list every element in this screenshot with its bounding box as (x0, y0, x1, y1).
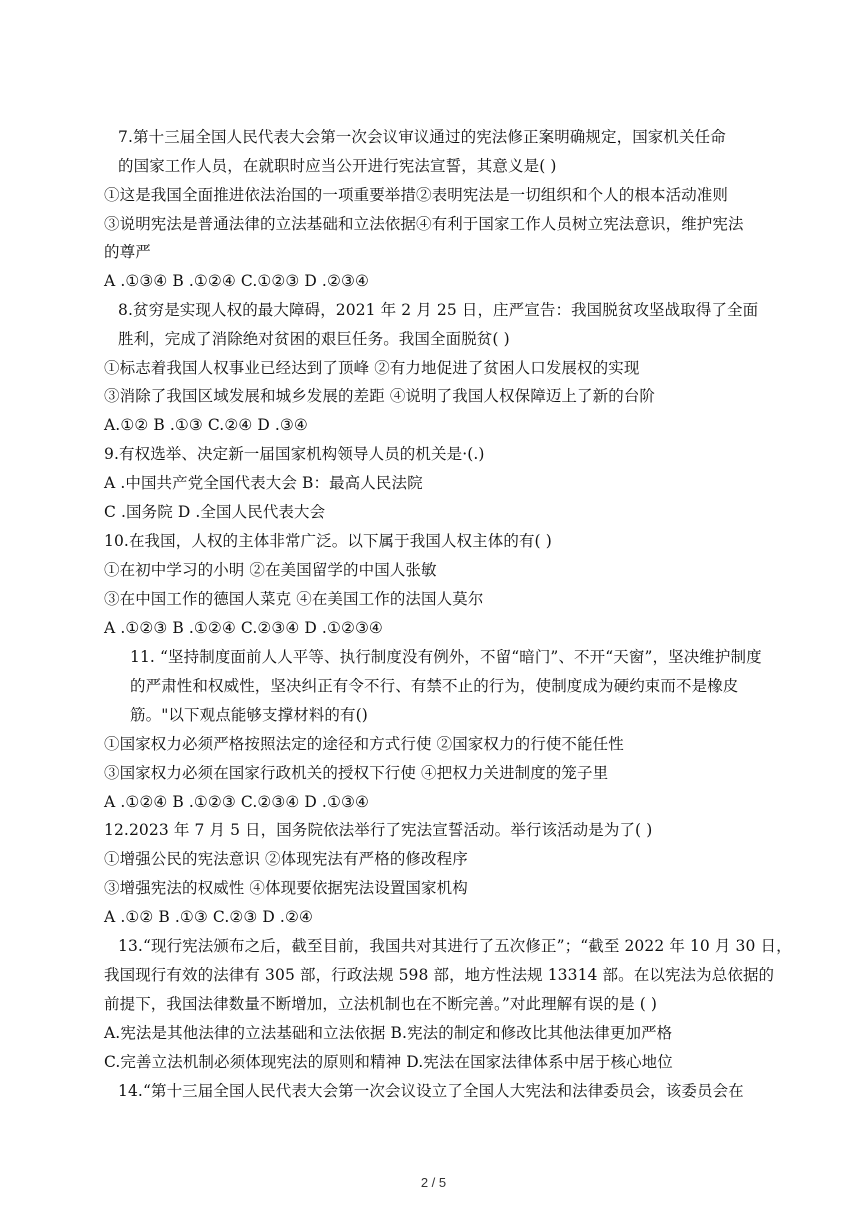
q11-stem-line-1: 11. “坚持制度面前人人平等、执行制度没有例外，不留“暗门”、不开“天窗”，坚决维护制度 (130, 648, 762, 666)
q7-stem-line-1: 7.第十三届全国人民代表大会第一次会议审议通过的宪法修正案明确规定，国家机关任命 (118, 128, 726, 146)
q8-statement-line-2: ③消除了我国区域发展和城乡发展的差距 ④说明了我国人权保障迈上了新的台阶 (104, 387, 656, 405)
q10-stem: 10.在我国，人权的主体非常广泛。以下属于我国人权主体的有( ) (104, 532, 552, 550)
q8-stem-line-2: 胜利，完成了消除绝对贫困的艰巨任务。我国全面脱贫( ) (118, 330, 510, 348)
q11-statement-line-1: ①国家权力必须严格按照法定的途径和方式行使 ②国家权力的行使不能任性 (104, 735, 624, 753)
q13-stem-line-3: 前提下，我国法律数量不断增加，立法机制也在不断完善。”对此理解有误的是 ( ) (104, 995, 658, 1013)
q10-options: A .①②③ B .①②④ C.②③④ D .①②③④ (104, 619, 383, 637)
q11-statement-line-2: ③国家权力必须在国家行政机关的授权下行使 ④把权力关进制度的笼子里 (104, 764, 609, 782)
q12-statement-line-2: ③增强宪法的权威性 ④体现要依据宪法设置国家机构 (104, 879, 468, 897)
q11-stem-line-2: 的严肃性和权威性，坚决纠正有令不行、有禁不止的行为，使制度成为硬约束而不是橡皮 (130, 677, 739, 695)
q8-options: A.①② B .①③ C.②④ D .③④ (104, 416, 308, 434)
q14-stem-line-1: 14.“第十三届全国人民代表大会第一次会议设立了全国人大宪法和法律委员会，该委员会在 (118, 1082, 744, 1100)
q9-stem: 9.有权选举、决定新一届国家机构领导人员的机关是·(.) (104, 445, 485, 463)
q13-options-line-2: C.完善立法机制必须体现宪法的原则和精神 D.宪法在国家法律体系中居于核心地位 (104, 1053, 673, 1071)
q11-stem-line-3: 筋。"以下观点能够支撑材料的有() (130, 706, 368, 724)
q8-stem-line-1: 8.贫穷是实现人权的最大障碍，2021 年 2 月 25 日，庄严宣告：我国脱贫攻坚战取得了全面 (118, 301, 759, 319)
q13-stem-line-2: 我国现行有效的法律有 305 部，行政法规 598 部，地方性法规 13314 部。在以宪法为总依据的 (104, 966, 775, 984)
q8-statement-line-1: ①标志着我国人权事业已经达到了顶峰 ②有力地促进了贫困人口发展权的实现 (104, 359, 640, 377)
q12-statement-line-1: ①增强公民的宪法意识 ②体现宪法有严格的修改程序 (104, 850, 468, 868)
q7-stem-line-2: 的国家工作人员，在就职时应当公开进行宪法宣誓，其意义是( ) (118, 157, 557, 175)
q9-options-line-1: A .中国共产党全国代表大会 B：最高人民法院 (104, 474, 423, 492)
q12-stem: 12.2023 年 7 月 5 日，国务院依法举行了宪法宣誓活动。举行该活动是为了( ) (104, 821, 653, 839)
page-number: 2 / 5 (420, 1175, 447, 1190)
q9-options-line-2: C .国务院 D .全国人民代表大会 (104, 503, 326, 521)
q11-options: A .①②④ B .①②③ C.②③④ D .①③④ (104, 793, 369, 811)
q13-options-line-1: A.宪法是其他法律的立法基础和立法依据 B.宪法的制定和修改比其他法律更加严格 (104, 1024, 673, 1042)
q7-statement-line-3: 的尊严 (104, 243, 151, 261)
q10-statement-line-2: ③在中国工作的德国人菜克 ④在美国工作的法国人莫尔 (104, 590, 484, 608)
q10-statement-line-1: ①在初中学习的小明 ②在美国留学的中国人张敏 (104, 561, 437, 579)
q7-options: A .①③④ B .①②④ C.①②③ D .②③④ (104, 272, 369, 290)
q13-stem-line-1: 13.“现行宪法颁布之后，截至目前，我国共对其进行了五次修正”；“截至 2022 年 10 月 30 日， (118, 937, 792, 955)
q7-statement-line-1: ①这是我国全面推进依法治国的一项重要举措②表明宪法是一切组织和个人的根本活动准则 (104, 186, 729, 204)
q7-statement-line-2: ③说明宪法是普通法律的立法基础和立法依据④有利于国家工作人员树立宪法意识，维护宪法 (104, 215, 744, 233)
q12-options: A .①② B .①③ C.②③ D .②④ (104, 908, 313, 926)
